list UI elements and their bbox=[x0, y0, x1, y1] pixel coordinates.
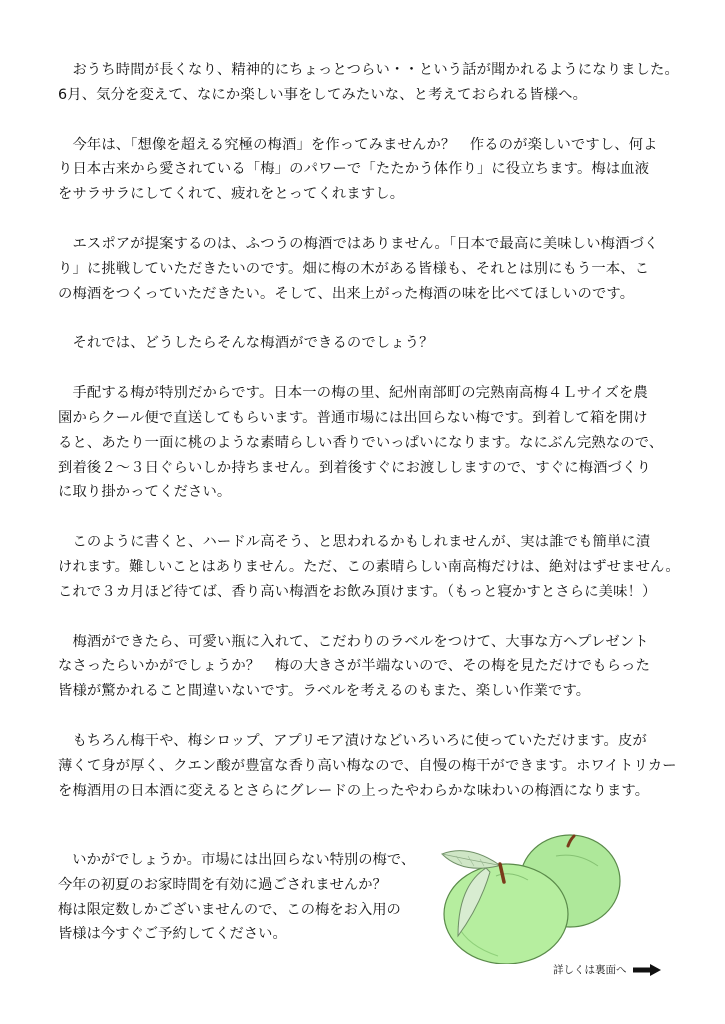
text-line: り」に挑戦していただきたいのです。畑に梅の木がある皆様も、それとは別にもう一本、こ bbox=[58, 260, 650, 277]
paragraph-4 bbox=[58, 331, 670, 356]
text-line: エスポアが提案するのは、ふつうの梅酒ではありません。「日本で最高に美味しい梅酒づく bbox=[58, 235, 659, 252]
text-line: 皆様が驚かれること間違いないです。ラベルを考えるのもまた、楽しい作業です。 bbox=[58, 683, 591, 700]
text-line: それでは、どうしたらそんな梅酒ができるのでしょう？ bbox=[58, 335, 434, 352]
closing-paragraph bbox=[58, 848, 428, 947]
text-line: 薄くて身が厚く、クエン酸が豊富な香り高い梅なので、自慢の梅干ができます。ホワイトリカー bbox=[58, 757, 677, 774]
text-line: もちろん梅干や、梅シロップ、アプリモア漬けなどいろいろに使っていただけます。皮が bbox=[58, 732, 647, 749]
text-line: いかがでしょうか。市場には出回らない特別の梅で、 bbox=[58, 852, 416, 868]
text-line: 今年の初夏のお家時間を有効に過ごされませんか？ bbox=[58, 876, 387, 893]
text-line: 皆様は今すぐご予約してください。 bbox=[58, 926, 287, 943]
paragraph-7 bbox=[58, 630, 670, 704]
text-line: このように書くと、ハードル高そう、と思われるかもしれませんが、実は誰でも簡単に漬 bbox=[58, 534, 651, 551]
plum-illustration bbox=[428, 826, 628, 964]
text-line: をサラサラにしてくれて、疲れをとってくれますし。 bbox=[58, 186, 405, 203]
text-line: り日本古来から愛されている「梅」のパワーで「たたかう体作り」に役立ちます。梅は血液 bbox=[58, 161, 650, 178]
plum-icon bbox=[428, 826, 628, 964]
paragraph-8 bbox=[58, 729, 677, 803]
text-line: 園からクール便で直送してもらいます。普通市場には出回らない梅です。到着して箱を開け bbox=[58, 409, 648, 426]
text-line: 梅酒ができたら、可愛い瓶に入れて、こだわりのラベルをつけて、大事な方へプレゼント bbox=[58, 633, 649, 650]
paragraph-2 bbox=[58, 133, 670, 207]
text-line: おうち時間が長くなり、精神的にちょっとつらい・・という話が聞かれるようになりました。 bbox=[58, 62, 679, 78]
see-reverse-note bbox=[553, 962, 661, 977]
text-line: 手配する梅が特別だからです。日本一の梅の里、紀州南部町の完熟南高梅４Ｌサイズを農 bbox=[58, 385, 648, 402]
paragraph-1 bbox=[58, 58, 679, 108]
letter-body bbox=[58, 58, 680, 828]
see-reverse-label: 詳しくは裏面へ bbox=[553, 964, 627, 976]
text-line: を梅酒用の日本酒に変えるとさらにグレードの上ったやわらかな味わいの梅酒になります。 bbox=[58, 782, 650, 799]
text-line: 6月、気分を変えて、なにか楽しい事をしてみたいな、と考えておられる皆様へ。 bbox=[58, 86, 588, 103]
text-line: に取り掛かってください。 bbox=[58, 484, 232, 501]
text-line: ると、あたり一面に桃のような素晴らしい香りでいっぱいになります。なにぶん完熟なので、 bbox=[58, 434, 664, 451]
paragraph-3 bbox=[58, 232, 670, 306]
text-line: これで３カ月ほど待てば、香り高い梅酒をお飲み頂けます。（もっと寝かすとさらに美味！） bbox=[58, 583, 657, 600]
text-line: 今年は、「想像を超える究極の梅酒」を作ってみませんか？ 作るのが楽しいですし、何よ bbox=[58, 136, 658, 153]
paragraph-6 bbox=[58, 530, 680, 604]
paragraph-5 bbox=[58, 381, 670, 505]
text-line: の梅酒をつくっていただきたい。そして、出来上がった梅酒の味を比べてほしいのです。 bbox=[58, 285, 635, 302]
text-line: なさったらいかがでしょうか？ 梅の大きさが半端ないので、その梅を見ただけでもらった bbox=[58, 658, 651, 675]
right-arrow-icon bbox=[633, 964, 661, 976]
text-line: 到着後２～３日ぐらいしか持ちません。到着後すぐにお渡ししますので、すぐに梅酒づくり bbox=[58, 459, 651, 476]
text-line: けれます。難しいことはありません。ただ、この素晴らしい南高梅だけは、絶対はずせません。 bbox=[58, 558, 680, 575]
text-line: 梅は限定数しかございませんので、この梅をお入用の bbox=[58, 901, 401, 918]
